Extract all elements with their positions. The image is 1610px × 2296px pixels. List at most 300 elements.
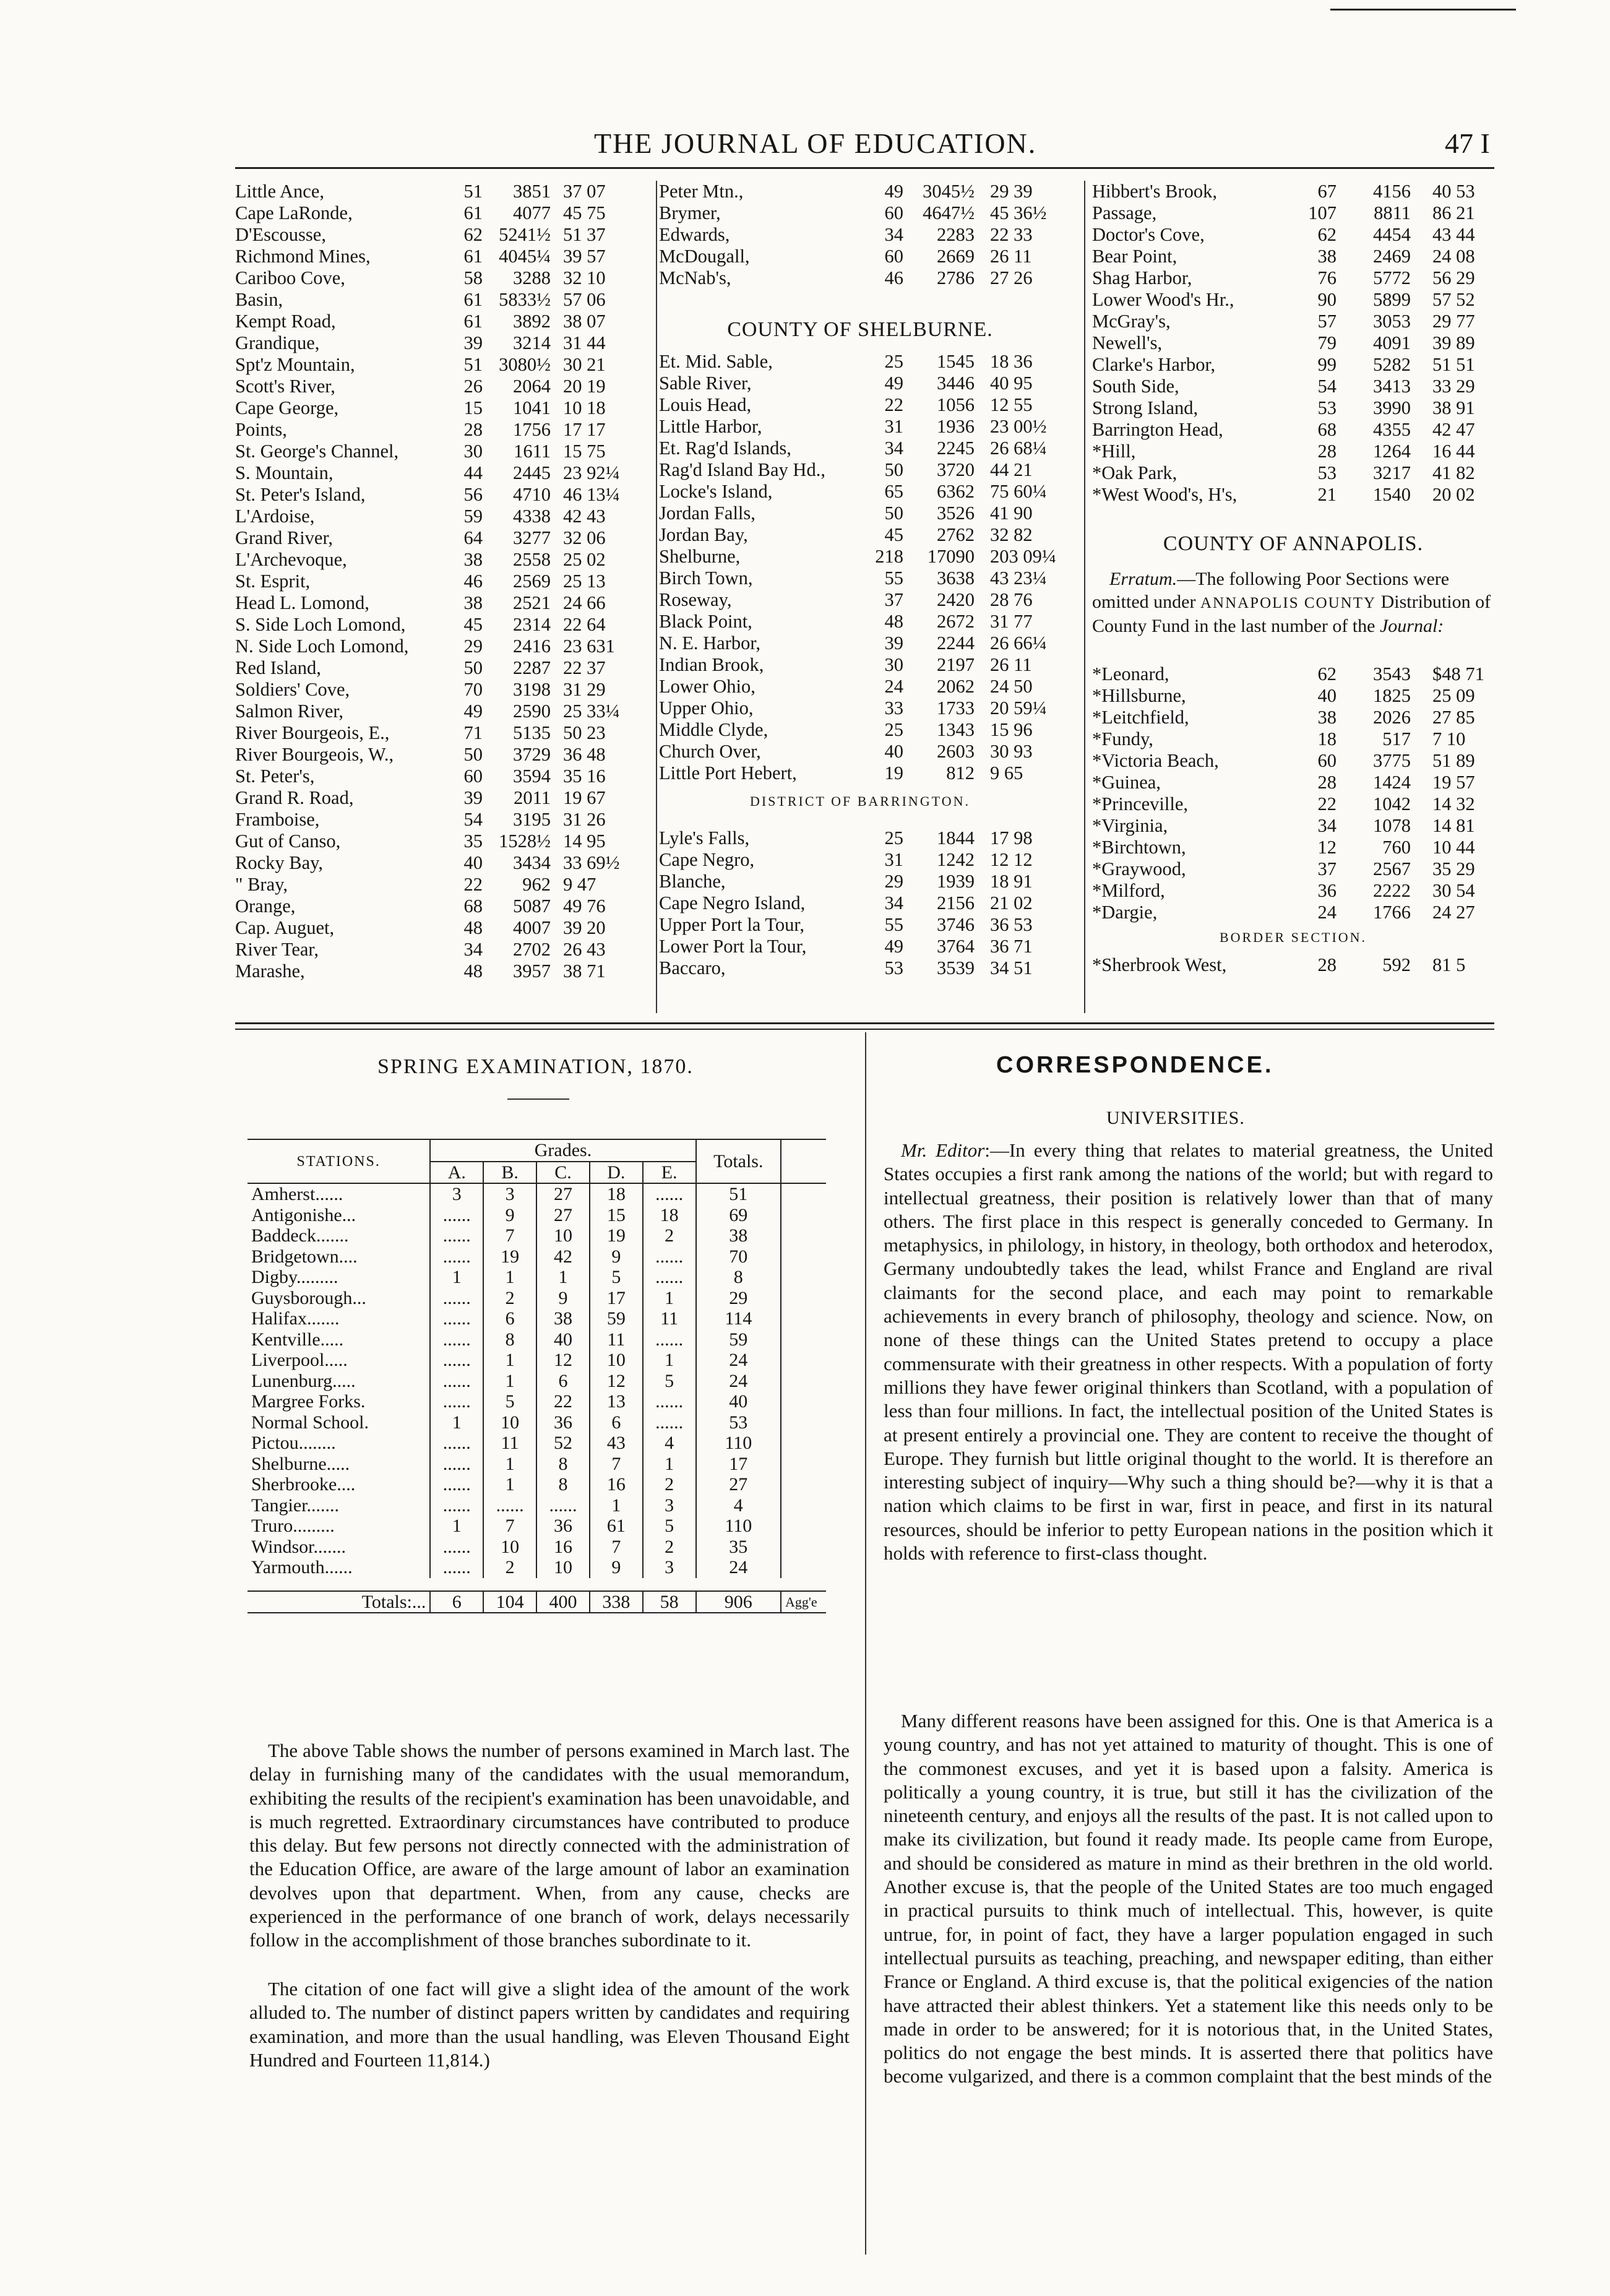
section-name: Framboise,	[235, 809, 320, 830]
days-value: 2287	[513, 657, 551, 678]
days-value: 2702	[513, 939, 551, 960]
table-row	[659, 267, 1061, 289]
grade-e: ......	[643, 1329, 696, 1350]
table-row	[235, 246, 631, 267]
table-row	[1092, 663, 1494, 685]
amount-value: 24 27	[1432, 902, 1475, 923]
section-name: Grand R. Road,	[235, 787, 354, 808]
days-value: 2314	[513, 614, 551, 635]
amount-value: 14 81	[1432, 815, 1475, 836]
station-name: Truro.........	[248, 1516, 430, 1537]
grade-a: ......	[430, 1495, 483, 1516]
table-row	[248, 1516, 826, 1537]
grade-e: 1	[643, 1454, 696, 1475]
section-name: Cariboo Cove,	[235, 267, 345, 288]
station-total: 69	[696, 1205, 781, 1226]
section-name: Indian Brook,	[659, 654, 764, 675]
station-total: 8	[696, 1267, 781, 1288]
amount-value: 26 66¼	[990, 632, 1047, 654]
grade-b: 2	[483, 1288, 536, 1309]
section-name: Basin,	[235, 289, 283, 310]
table-row	[659, 892, 1061, 914]
section-name: Bear Point,	[1092, 246, 1177, 267]
table-row	[235, 441, 631, 462]
grade-b: 6	[483, 1308, 536, 1329]
table-row	[1092, 332, 1494, 354]
days-value: 1078	[1373, 815, 1411, 836]
erratum-text-2: Distribution of County Fund in the last number of the	[1092, 592, 1491, 636]
pupils-value: 60	[884, 246, 903, 267]
grade-e-header: E.	[643, 1162, 696, 1184]
section-name: N. Side Loch Lomond,	[235, 636, 409, 657]
days-value: 4647½	[923, 202, 975, 223]
days-value: 4338	[513, 506, 551, 527]
correspondence-paragraph-2: Many different reasons have been assigned for this. One is that America is a young country, and has not yet attained to maturity of thought. This is one of the commonest excuses, and yet it is based upon a falsity. America is politically a young country, it is true, but still it has the civilization of the nineteenth century, and enjoys all the results of the past. It is not called upon to make its civilization, but found it ready made. Its people came from Europe, and should be considered as mature in mind as their brethren in the old world. Another excuse is, that the people of the United States are too much engaged in practical pursuits to think much of intellectual. This, however, is quite untrue, for, in point of fact, they have a larger population engaged in such intellectual pursuits as teaching, preaching, and newspaper editing, than either France or England. A third excuse is, that the political exigencies of the nation have attracted their ablest thinkers. Yet a statement like this needs only to be made in order to be answered; for it is notorious that, in the United States, politics do not engage the best minds. It is asserted there that politics have become vulgarized, and there is a common complaint that the best minds of the	[884, 1710, 1493, 2087]
amount-value: 36 48	[563, 744, 606, 765]
grade-b: 1	[483, 1350, 536, 1371]
days-value: 4454	[1373, 224, 1411, 245]
pupils-value: 34	[884, 892, 903, 913]
section-name: Spt'z Mountain,	[235, 354, 355, 375]
amount-value: 21 02	[990, 892, 1033, 913]
days-value: 3434	[513, 852, 551, 873]
section-name: Cape Negro,	[659, 849, 755, 870]
section-name: Roseway,	[659, 589, 732, 610]
total-a: 6	[430, 1591, 483, 1613]
days-value: 3045½	[923, 181, 975, 202]
section-name: *Princeville,	[1092, 793, 1189, 814]
table-row	[1092, 902, 1494, 923]
grade-c: 22	[536, 1391, 590, 1412]
table-row	[248, 1557, 826, 1578]
table-row	[235, 766, 631, 787]
agg-cell	[781, 1454, 826, 1475]
amount-value: 75 60¼	[990, 481, 1047, 502]
grade-b-header: B.	[483, 1162, 536, 1184]
table-row	[659, 654, 1061, 676]
pupils-value: 33	[884, 697, 903, 719]
section-name: Doctor's Cove,	[1092, 224, 1205, 245]
table-row	[659, 202, 1061, 224]
agg-cell	[781, 1557, 826, 1578]
amount-value: 33 29	[1432, 376, 1475, 397]
amount-value: 41 90	[990, 503, 1033, 524]
table-row	[1092, 858, 1494, 880]
station-name: Guysborough...	[248, 1288, 430, 1309]
district-barrington-heading: DISTRICT OF BARRINGTON.	[749, 793, 971, 809]
pupils-value: 34	[463, 939, 483, 960]
section-name: *Guinea,	[1092, 772, 1161, 793]
table-row	[235, 332, 631, 354]
section-name: Et. Rag'd Islands,	[659, 438, 791, 459]
grade-c: 42	[536, 1246, 590, 1267]
grade-b: 2	[483, 1557, 536, 1578]
table-row	[659, 224, 1061, 246]
pupils-value: 37	[884, 589, 903, 610]
grade-e: 2	[643, 1537, 696, 1558]
station-name: Bridgetown....	[248, 1246, 430, 1267]
amount-value: 51 89	[1432, 750, 1475, 771]
section-name: " Bray,	[235, 874, 288, 895]
erratum-journal: Journal:	[1379, 616, 1444, 636]
table-row	[659, 676, 1061, 697]
section-name: Cape LaRonde,	[235, 202, 353, 223]
pupils-value: 22	[463, 874, 483, 895]
station-total: 4	[696, 1495, 781, 1516]
section-name: L'Ardoise,	[235, 506, 315, 527]
section-name: Newell's,	[1092, 332, 1163, 353]
table-row	[235, 831, 631, 852]
station-name: Liverpool.....	[248, 1350, 430, 1371]
days-value: 1936	[937, 416, 975, 437]
amount-value: 12 12	[990, 849, 1033, 870]
section-name: Middle Clyde,	[659, 719, 768, 740]
header-rule	[235, 167, 1494, 169]
amount-value: 19 67	[563, 787, 606, 808]
table-column-2	[659, 181, 1061, 289]
grade-c: 8	[536, 1474, 590, 1495]
pupils-value: 25	[884, 827, 903, 848]
totals-header: Totals.	[696, 1139, 781, 1183]
grade-e: ......	[643, 1267, 696, 1288]
pupils-value: 50	[884, 503, 903, 524]
station-name: Windsor.......	[248, 1537, 430, 1558]
amount-value: 31 77	[990, 611, 1033, 632]
section-name: *West Wood's, H's,	[1092, 484, 1238, 505]
grade-d: 43	[590, 1433, 643, 1454]
days-value: 962	[522, 874, 551, 895]
table-row	[659, 438, 1061, 459]
grade-c: 27	[536, 1183, 590, 1205]
amount-value: 43 23¼	[990, 568, 1047, 589]
days-value: 2222	[1373, 880, 1411, 901]
days-value: 2786	[937, 267, 975, 288]
grade-b: 11	[483, 1433, 536, 1454]
grade-a: ......	[430, 1350, 483, 1371]
table-row	[659, 697, 1061, 719]
station-total: 110	[696, 1516, 781, 1537]
pupils-value: 56	[463, 484, 483, 505]
table-row	[1092, 202, 1494, 224]
page-number: 47 I	[1445, 127, 1490, 159]
pupils-value: 60	[463, 766, 483, 787]
amount-value: 45 36½	[990, 202, 1047, 223]
section-name: *Virginia,	[1092, 815, 1168, 836]
grade-a: ......	[430, 1371, 483, 1392]
pupils-value: 218	[875, 546, 903, 567]
table-row	[1092, 289, 1494, 311]
table-row	[248, 1205, 826, 1226]
amount-value: 50 23	[563, 722, 606, 743]
amount-value: 15 75	[563, 441, 606, 462]
station-name: Yarmouth......	[248, 1557, 430, 1578]
section-name: Sable River,	[659, 373, 752, 394]
pupils-value: 12	[1317, 837, 1337, 858]
pupils-value: 24	[1317, 902, 1337, 923]
days-value: 3214	[513, 332, 551, 353]
amount-value: 9 65	[990, 762, 1023, 783]
amount-value: 38 07	[563, 311, 606, 332]
table-row	[659, 568, 1061, 589]
pupils-value: 34	[1317, 815, 1337, 836]
grade-e: 3	[643, 1495, 696, 1516]
table-column-3	[1092, 181, 1494, 506]
days-value: 3775	[1373, 750, 1411, 771]
grade-c: 9	[536, 1288, 590, 1309]
days-value: 1825	[1373, 685, 1411, 706]
column-divider	[1084, 181, 1085, 1013]
section-name: *Dargie,	[1092, 902, 1158, 923]
table-row	[248, 1474, 826, 1495]
grade-e: 3	[643, 1557, 696, 1578]
grade-a: ......	[430, 1537, 483, 1558]
grade-c: 6	[536, 1371, 590, 1392]
amount-value: 14 95	[563, 831, 606, 852]
table-row	[235, 592, 631, 614]
table-row	[248, 1412, 826, 1433]
section-name: Points,	[235, 419, 287, 440]
county-annapolis-heading: COUNTY OF ANNAPOLIS.	[1163, 532, 1424, 555]
grade-a: ......	[430, 1205, 483, 1226]
pupils-value: 49	[463, 701, 483, 722]
table-row	[659, 524, 1061, 546]
section-name: Grand River,	[235, 527, 334, 548]
pupils-value: 49	[884, 936, 903, 957]
grade-a: ......	[430, 1288, 483, 1309]
grade-b: 8	[483, 1329, 536, 1350]
table-row	[235, 657, 631, 679]
grade-b: 7	[483, 1516, 536, 1537]
days-value: 5135	[513, 722, 551, 743]
amount-value: 32 10	[563, 267, 606, 288]
table-row	[248, 1371, 826, 1392]
days-value: 3413	[1373, 376, 1411, 397]
days-value: 2283	[937, 224, 975, 245]
amount-value: 23 631	[563, 636, 615, 657]
section-name: River Bourgeois, W.,	[235, 744, 394, 765]
pupils-value: 60	[884, 202, 903, 223]
table-row	[235, 960, 631, 982]
amount-value: 32 06	[563, 527, 606, 548]
section-name: Little Harbor,	[659, 416, 762, 437]
universities-subtitle: UNIVERSITIES.	[1106, 1108, 1245, 1128]
table-row	[659, 632, 1061, 654]
amount-value: 38 91	[1432, 397, 1475, 418]
table-row	[659, 827, 1061, 849]
table-row	[1092, 246, 1494, 267]
table-row	[235, 636, 631, 657]
grade-e: 5	[643, 1516, 696, 1537]
days-value: 3277	[513, 527, 551, 548]
amount-value: 26 11	[990, 246, 1032, 267]
days-value: 3539	[937, 957, 975, 978]
amount-value: 56 29	[1432, 267, 1475, 288]
section-name: *Milford,	[1092, 880, 1165, 901]
days-value: 5772	[1373, 267, 1411, 288]
grade-a: ......	[430, 1474, 483, 1495]
days-value: 1540	[1373, 484, 1411, 505]
grade-d: 7	[590, 1454, 643, 1475]
table-row	[1092, 311, 1494, 332]
grade-d: 13	[590, 1391, 643, 1412]
grades-table	[248, 1139, 826, 1613]
days-value: 1528½	[499, 831, 551, 852]
days-value: 17090	[927, 546, 975, 567]
total-e: 58	[643, 1591, 696, 1613]
station-name: Halifax.......	[248, 1308, 430, 1329]
section-name: South Side,	[1092, 376, 1179, 397]
agg-cell	[781, 1433, 826, 1454]
section-name: Orange,	[235, 896, 296, 917]
table-row	[248, 1391, 826, 1412]
pupils-value: 30	[884, 654, 903, 675]
days-value: 1056	[937, 394, 975, 415]
days-value: 5899	[1373, 289, 1411, 310]
totals-label: Totals:...	[248, 1591, 430, 1613]
grade-e: 1	[643, 1350, 696, 1371]
grade-c: 12	[536, 1350, 590, 1371]
table-row	[235, 267, 631, 289]
agg-cell	[781, 1225, 826, 1246]
table-column-2-shelburne	[659, 351, 1061, 784]
table-row	[659, 546, 1061, 568]
section-name: Cape George,	[235, 397, 339, 418]
pupils-value: 46	[884, 267, 903, 288]
section-name: Grandique,	[235, 332, 320, 353]
days-value: 2669	[937, 246, 975, 267]
amount-value: 26 11	[990, 654, 1032, 675]
pupils-value: 39	[463, 787, 483, 808]
pupils-value: 55	[884, 568, 903, 589]
table-row	[235, 744, 631, 766]
pupils-value: 65	[884, 481, 903, 502]
days-value: 2197	[937, 654, 975, 675]
station-total: 40	[696, 1391, 781, 1412]
days-value: 3195	[513, 809, 551, 830]
agg-cell	[781, 1391, 826, 1412]
table-row	[248, 1433, 826, 1454]
pupils-value: 58	[463, 267, 483, 288]
grade-b: 9	[483, 1205, 536, 1226]
grade-b: ......	[483, 1495, 536, 1516]
pupils-value: 31	[884, 416, 903, 437]
station-total: 27	[696, 1474, 781, 1495]
column-divider	[656, 181, 657, 1013]
days-value: 5833½	[499, 289, 551, 310]
section-name: Lyle's Falls,	[659, 827, 750, 848]
agg-cell	[781, 1329, 826, 1350]
table-row	[235, 874, 631, 896]
top-edge-rule	[1330, 9, 1516, 11]
table-row	[235, 181, 631, 202]
grade-a: 1	[430, 1412, 483, 1433]
section-name: Lower Port la Tour,	[659, 936, 807, 957]
agg-cell	[781, 1537, 826, 1558]
pupils-value: 45	[463, 614, 483, 635]
days-value: 1939	[937, 871, 975, 892]
amount-value: 39 89	[1432, 332, 1475, 353]
section-name: Head L. Lomond,	[235, 592, 369, 613]
days-value: 3892	[513, 311, 551, 332]
table-row	[235, 376, 631, 397]
table-row	[248, 1329, 826, 1350]
section-name: *Sherbrook West,	[1092, 954, 1227, 975]
grade-c: 16	[536, 1537, 590, 1558]
table-row	[235, 549, 631, 571]
pupils-value: 62	[1317, 224, 1337, 245]
section-name: Cape Negro Island,	[659, 892, 806, 913]
amount-value: 15 96	[990, 719, 1033, 740]
amount-value: 40 53	[1432, 181, 1475, 202]
grade-b: 7	[483, 1225, 536, 1246]
stations-header	[248, 1139, 430, 1183]
table-row	[235, 354, 631, 376]
table-row	[659, 957, 1061, 979]
station-total: 114	[696, 1308, 781, 1329]
amount-value: 33 69½	[563, 852, 620, 873]
days-value: 2603	[937, 741, 975, 762]
amount-value: 9 47	[563, 874, 596, 895]
center-column-divider	[865, 1032, 866, 2255]
agg-cell	[781, 1350, 826, 1371]
station-total: 29	[696, 1288, 781, 1309]
grade-b: 10	[483, 1537, 536, 1558]
table-row	[235, 787, 631, 809]
section-name: Black Point,	[659, 611, 752, 632]
days-value: 3080½	[499, 354, 551, 375]
grade-a: ......	[430, 1433, 483, 1454]
section-name: St. Esprit,	[235, 571, 311, 592]
grade-c-header: C.	[536, 1162, 590, 1184]
amount-value: 26 43	[563, 939, 606, 960]
agg-cell	[781, 1267, 826, 1288]
table-row	[659, 741, 1061, 762]
section-name: Salmon River,	[235, 701, 343, 722]
pupils-value: 53	[1317, 397, 1337, 418]
pupils-value: 49	[884, 181, 903, 202]
table-row	[659, 871, 1061, 892]
table-row	[235, 571, 631, 592]
days-value: 1343	[937, 719, 975, 740]
agg-cell	[781, 1288, 826, 1309]
section-name: Gut of Canso,	[235, 831, 341, 852]
county-shelburne-heading: COUNTY OF SHELBURNE.	[727, 318, 993, 341]
grade-c: 10	[536, 1557, 590, 1578]
table-row	[235, 917, 631, 939]
poor-sections-table	[235, 181, 1494, 1013]
table-row	[1092, 397, 1494, 419]
amount-value: 81 5	[1432, 954, 1466, 975]
station-total: 70	[696, 1246, 781, 1267]
amount-value: 45 75	[563, 202, 606, 223]
station-total: 24	[696, 1350, 781, 1371]
pupils-value: 48	[463, 917, 483, 938]
grade-d: 1	[590, 1495, 643, 1516]
exam-paragraph-1: The above Table shows the number of persons examined in March last. The delay in furnishing many of the candidates with the usual memorandum, exhibiting the results of the recipient's examination has been unavoidable, and is much regretted. Extraordinary circumstances have contributed to produce this delay. But few persons not directly connected with the administration of the Education Office, are aware of the large amount of labor an examination devolves upon that department. When, from any cause, checks are experienced in the performance of one branch of work, delays necessarily follow in the accomplishment of those branches subordinate to it.	[249, 1740, 850, 1951]
amount-value: 22 37	[563, 657, 606, 678]
grade-e: 2	[643, 1225, 696, 1246]
pupils-value: 38	[463, 549, 483, 570]
table-row	[235, 722, 631, 744]
table-row	[235, 701, 631, 722]
table-row	[235, 614, 631, 636]
section-name: Clarke's Harbor,	[1092, 354, 1216, 375]
days-value: 1242	[937, 849, 975, 870]
grade-b: 5	[483, 1391, 536, 1412]
section-name: Shelburne,	[659, 546, 741, 567]
pupils-value: 40	[1317, 685, 1337, 706]
days-value: 3851	[513, 181, 551, 202]
